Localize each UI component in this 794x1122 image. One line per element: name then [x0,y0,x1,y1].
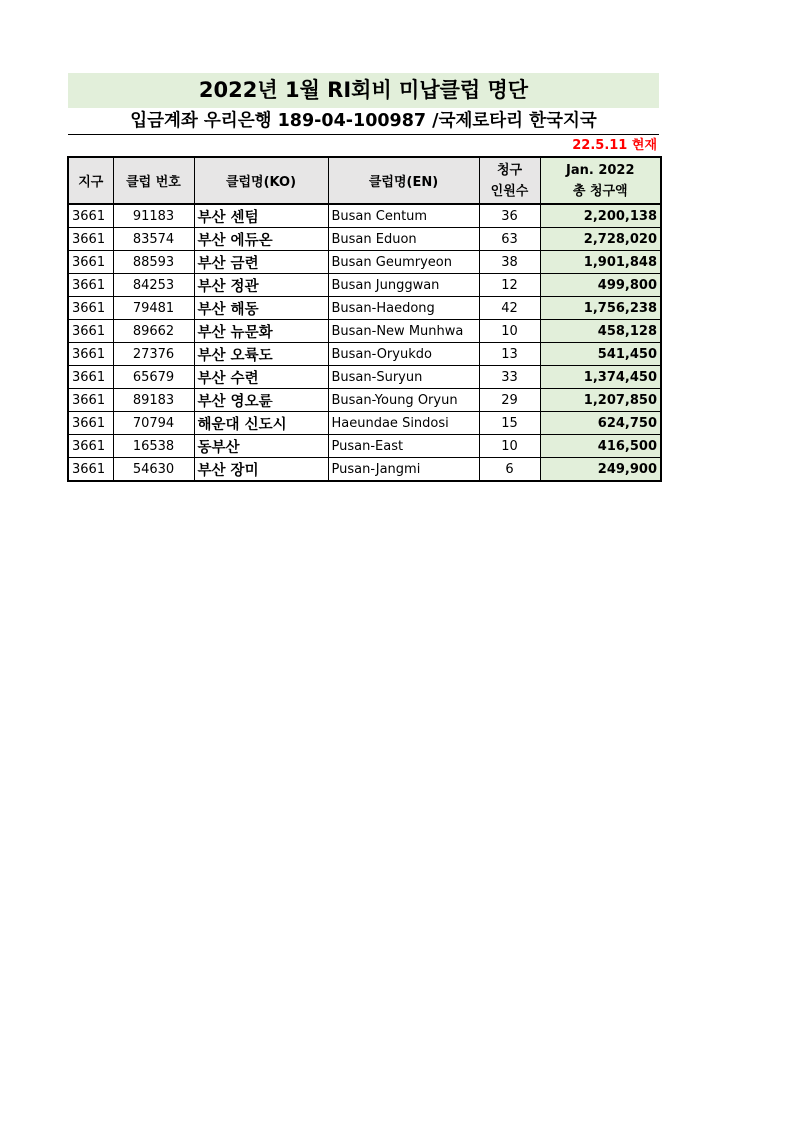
cell-club-name-ko: 부산 해동 [194,297,328,320]
table-row [68,274,661,297]
table-row [68,458,661,482]
header-total-amount-line1: Jan. 2022 [565,162,635,178]
header-club-number: 클럽 번호 [113,157,194,204]
cell-district: 3661 [68,228,113,251]
cell-club-number: 88593 [113,251,194,274]
cell-club-name-ko: 부산 영오륜 [194,389,328,412]
cell-billed-members: 10 [479,435,540,458]
unpaid-clubs-table [67,156,662,482]
cell-district: 3661 [68,412,113,435]
cell-club-number: 89183 [113,389,194,412]
header-billed-members [479,157,540,204]
cell-district: 3661 [68,343,113,366]
header-billed-members-line1: 청구 [496,162,523,178]
cell-district: 3661 [68,251,113,274]
cell-club-number: 84253 [113,274,194,297]
cell-club-name-ko: 부산 오륙도 [194,343,328,366]
cell-district: 3661 [68,320,113,343]
cell-total-amount: 499,800 [540,274,661,297]
cell-club-name-en: Busan Eduon [328,228,479,251]
cell-district: 3661 [68,274,113,297]
cell-club-number: 91183 [113,204,194,228]
header-billed-members-line2: 인원수 [490,183,529,199]
cell-billed-members: 29 [479,389,540,412]
cell-club-name-en: Busan-New Munhwa [328,320,479,343]
cell-club-name-en: Pusan-East [328,435,479,458]
table-row [68,320,661,343]
table-row [68,297,661,320]
cell-district: 3661 [68,389,113,412]
cell-total-amount: 458,128 [540,320,661,343]
header-club-name-ko: 클럽명(KO) [194,157,328,204]
cell-club-name-ko: 부산 수련 [194,366,328,389]
as-of-date: 22.5.11 현재 [572,138,657,153]
cell-club-name-en: Busan-Young Oryun [328,389,479,412]
table-row [68,251,661,274]
cell-total-amount: 2,728,020 [540,228,661,251]
cell-billed-members: 36 [479,204,540,228]
cell-total-amount: 249,900 [540,458,661,482]
header-total-amount [540,157,661,204]
cell-club-name-en: Busan-Haedong [328,297,479,320]
cell-club-name-en: Busan Junggwan [328,274,479,297]
table-row [68,228,661,251]
table-row [68,389,661,412]
cell-club-name-ko: 부산 장미 [194,458,328,482]
table-row [68,412,661,435]
cell-club-name-ko: 부산 에듀온 [194,228,328,251]
cell-billed-members: 10 [479,320,540,343]
cell-club-number: 79481 [113,297,194,320]
cell-total-amount: 541,450 [540,343,661,366]
bank-account-subtitle: 입금계좌 우리은행 189-04-100987 /국제로타리 한국지국 [130,111,597,131]
table-row [68,366,661,389]
cell-club-name-en: Busan-Oryukdo [328,343,479,366]
cell-billed-members: 13 [479,343,540,366]
cell-club-name-en: Busan Geumryeon [328,251,479,274]
cell-club-number: 83574 [113,228,194,251]
cell-total-amount: 2,200,138 [540,204,661,228]
cell-club-name-ko: 부산 뉴문화 [194,320,328,343]
header-total-amount-line2: 총 청구액 [572,183,628,199]
cell-club-name-ko: 부산 센텀 [194,204,328,228]
cell-billed-members: 38 [479,251,540,274]
page-title: 2022년 1월 RI회비 미납클럽 명단 [68,73,659,108]
cell-club-number: 27376 [113,343,194,366]
cell-club-name-ko: 해운대 신도시 [194,412,328,435]
cell-club-number: 89662 [113,320,194,343]
cell-district: 3661 [68,458,113,482]
header-club-name-en: 클럽명(EN) [328,157,479,204]
cell-district: 3661 [68,435,113,458]
cell-district: 3661 [68,297,113,320]
cell-club-name-en: Haeundae Sindosi [328,412,479,435]
cell-club-name-ko: 부산 금련 [194,251,328,274]
cell-club-name-en: Busan-Suryun [328,366,479,389]
cell-billed-members: 12 [479,274,540,297]
cell-billed-members: 6 [479,458,540,482]
cell-club-number: 65679 [113,366,194,389]
cell-total-amount: 624,750 [540,412,661,435]
cell-club-number: 16538 [113,435,194,458]
cell-total-amount: 416,500 [540,435,661,458]
divider [68,134,659,135]
cell-billed-members: 33 [479,366,540,389]
cell-billed-members: 15 [479,412,540,435]
table-row [68,435,661,458]
cell-club-name-en: Busan Centum [328,204,479,228]
cell-district: 3661 [68,204,113,228]
cell-billed-members: 63 [479,228,540,251]
cell-total-amount: 1,756,238 [540,297,661,320]
cell-club-name-ko: 동부산 [194,435,328,458]
table-row [68,343,661,366]
cell-club-number: 54630 [113,458,194,482]
cell-total-amount: 1,901,848 [540,251,661,274]
table-row [68,204,661,228]
cell-club-name-en: Pusan-Jangmi [328,458,479,482]
cell-club-number: 70794 [113,412,194,435]
header-district: 지구 [68,157,113,204]
table-header-row [68,157,661,204]
cell-billed-members: 42 [479,297,540,320]
cell-club-name-ko: 부산 정관 [194,274,328,297]
cell-total-amount: 1,374,450 [540,366,661,389]
cell-total-amount: 1,207,850 [540,389,661,412]
cell-district: 3661 [68,366,113,389]
